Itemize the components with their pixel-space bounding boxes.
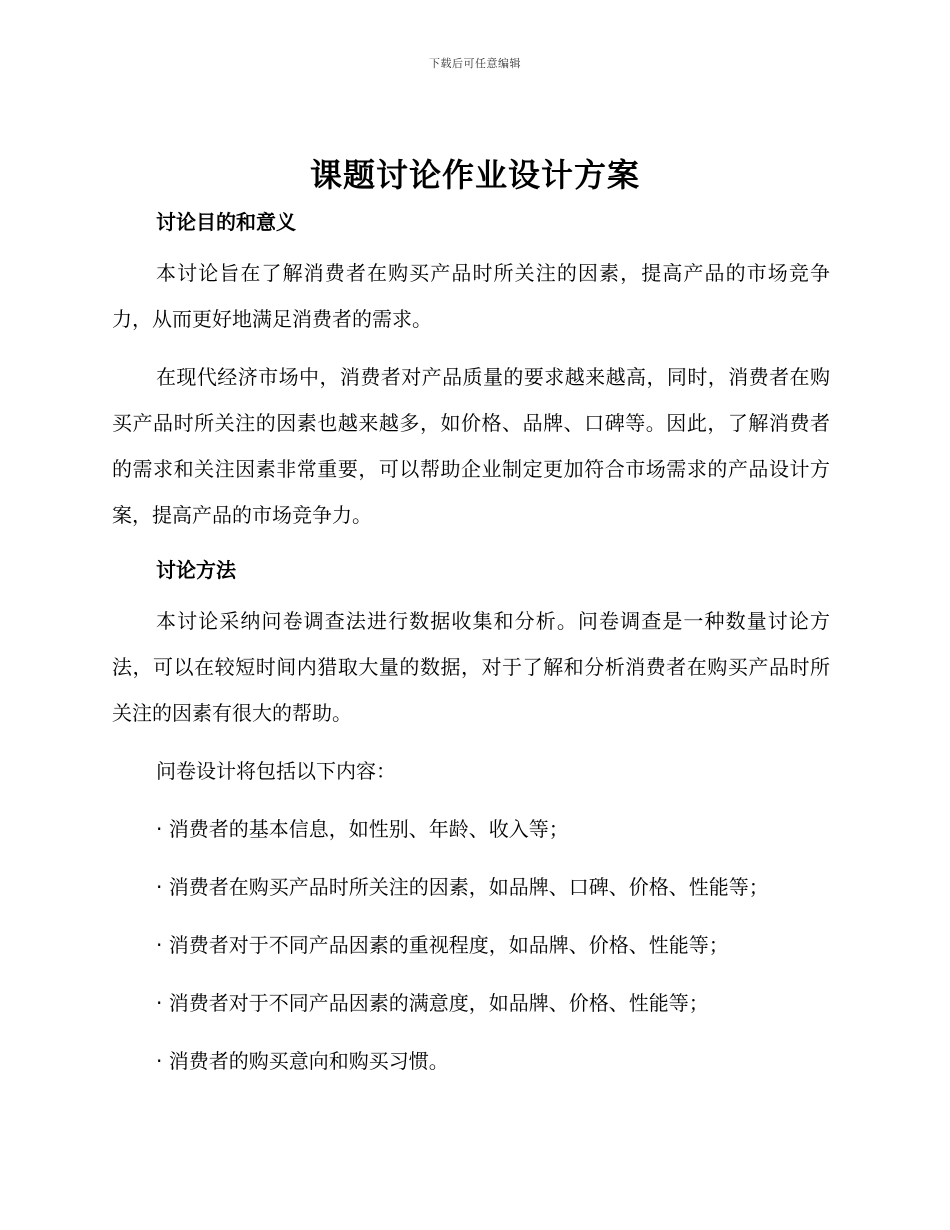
list-item: · 消费者对于不同产品因素的重视程度，如品牌、价格、性能等； bbox=[156, 933, 729, 957]
list-item: · 消费者的购买意向和购买习惯。 bbox=[156, 1049, 449, 1073]
header-note: 下载后可任意编辑 bbox=[429, 57, 521, 70]
document-body bbox=[112, 202, 830, 1096]
list-item: · 消费者的基本信息，如性别、年龄、收入等； bbox=[156, 817, 569, 841]
paragraph: 本讨论采纳问卷调查法进行数据收集和分析。问卷调查是一种数量讨论方法，可以在较短时间内猎取大量的数据，对于了解和分析消费者在购买产品时所关注的因素有很大的帮助。 bbox=[112, 609, 830, 725]
paragraph: 问卷设计将包括以下内容： bbox=[156, 759, 396, 783]
list-item: · 消费者对于不同产品因素的满意度，如品牌、价格、性能等； bbox=[156, 991, 709, 1015]
document-title: 课题讨论作业设计方案 bbox=[309, 156, 640, 194]
section-heading-method: 讨论方法 bbox=[156, 558, 236, 582]
list-item: · 消费者在购买产品时所关注的因素，如品牌、口碑、价格、性能等； bbox=[156, 875, 769, 899]
questionnaire-list bbox=[112, 806, 830, 1084]
section-heading-purpose: 讨论目的和意义 bbox=[156, 210, 296, 234]
paragraph: 在现代经济市场中，消费者对产品质量的要求越来越高，同时，消费者在购买产品时所关注的因素也越来越多，如价格、品牌、口碑等。因此，了解消费者的需求和关注因素非常重要，可以帮助企业制定更加符合市场需求的产品设计方案，提高产品的市场竞争力。 bbox=[112, 365, 830, 527]
paragraph: 本讨论旨在了解消费者在购买产品时所关注的因素，提高产品的市场竞争力，从而更好地满足消费者的需求。 bbox=[112, 261, 830, 331]
